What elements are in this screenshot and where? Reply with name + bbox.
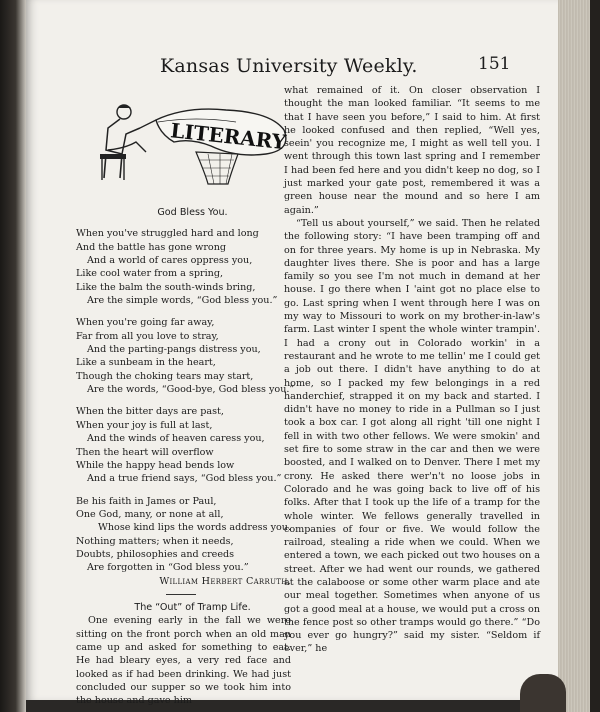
poem-title: God Bless You. [157, 207, 228, 218]
left-column [76, 206, 295, 708]
thumb [520, 674, 566, 712]
page-header: Kansas University Weekly. [160, 55, 418, 77]
poem-line: Be his faith in James or Paul, [76, 495, 217, 507]
poem-line: Then the heart will overflow [76, 446, 214, 458]
poem-line: When the bitter days are past, [76, 406, 224, 418]
poem-line: One God, many, or none at all, [76, 508, 224, 520]
page-edges [558, 0, 600, 712]
literary-banner-text: LITERARY [169, 118, 288, 155]
poem-stanza [76, 316, 295, 396]
poem-line: When your joy is full at last, [76, 419, 213, 431]
poem-line: When you're going far away, [76, 317, 215, 329]
poem-line: And the winds of heaven caress you, [87, 433, 265, 445]
article-title: The “Out” of Tramp Life. [134, 601, 251, 613]
page [26, 0, 558, 707]
poem-line: And the parting-pangs distress you, [87, 344, 261, 356]
poem-line: Nothing matters; when it needs, [76, 535, 234, 547]
right-column [284, 84, 540, 656]
poem-stanza [76, 405, 291, 485]
poem-line: Are the words, “Good-bye, God bless you.” [87, 384, 295, 396]
poem-line: Like the balm the south-winds bring, [76, 281, 256, 293]
poem-author: William Herbert Carruth. [159, 575, 291, 587]
poem-stanza [76, 495, 291, 575]
poem-line: Though the choking tears may start, [76, 370, 254, 382]
poem-line: And the battle has gone wrong [76, 241, 227, 253]
poem-line: Far from all you love to stray, [76, 330, 219, 342]
poem-line: Are the simple words, “God bless you.” [87, 295, 278, 307]
poem-line: When you've struggled hard and long [76, 228, 259, 240]
poem-stanza [76, 227, 291, 307]
poem-line: Doubts, philosophies and creeds [76, 548, 235, 560]
poem-line: Whose kind lips the words address you. [98, 522, 292, 534]
literary-cartoon-icon [96, 98, 296, 192]
poem-line: Like cool water from a spring, [76, 268, 224, 280]
article-paragraph: One evening early in the fall we were sitting on the front porch when an old man came up and asked for something to eat. He had bleary eyes, a very red face and looked as if had been drinking. We had just concluded our supper so we took him into the house and gave him [76, 615, 291, 707]
poem-line: And a true friend says, “God bless you.” [87, 473, 282, 485]
poem-line: Are forgotten in “God bless you.” [87, 562, 249, 574]
poem-line: And a world of cares oppress you, [87, 255, 253, 267]
article-paragraph: what remained of it. On closer observation I thought the man looked familiar. “It seems to me that I have seen you before,” I said to him. At first he looked confused and then replied, “Well yes, seein' you recognize me, I might as well tell you. I went through this town last spring and I remember I had been fed here and you didn't keep no dog, so I just marked your gate post, remembered it was a green house near the mound and so here I am again.” [284, 85, 540, 216]
article-paragraph: “Tell us about yourself,” we said. Then he related the following story: “I have been tramping off and on for three years. My home is up in Nebraska. My daughter lives there. She is poor and has a large family so you see I'm not much in demand at her house. I go there when I 'aint got no place else to go. Last spring when I went through here I was on my way to Missouri to work on my brother-in-law's farm. Last winter I spent the whole winter trampin'. I had a crony out in Colorado workin' in a restaurant and he wrote to me tellin' me I could get a job out there. I didn't have anything to do at home, so I packed my few belongings in a red handerchief, strapped it on my back and started. I didn't have no money to ride in a Pullman so I just took a box car. I got along all right 'till one night I fell in with two other fellows. We were smokin' and set fire to some straw in the car and then we were boosted, and I walked on to Denver. There I met my crony. He asked there wer'n't no loose jobs in Colorado and he was going back to live off of his folks. After that I took up the life of a tramp for the whole winter. We fellows generally travelled in companies of four or five. We would follow the railroad, stealing a ride when we could. When we entered a town, we each picked out two houses on a street. After we had went our rounds, we gathered at the calaboose or some other warm place and ate our meal together. Sometimes when anyone of us got a good meal at a house, we would put a cross on the fence post so other tramps would go there.” “Do you ever go hungry?” said my sister. “Seldom if ever,” he [284, 217, 540, 655]
book-spine [0, 0, 26, 712]
divider [166, 594, 196, 595]
page-number: 151 [478, 54, 511, 74]
poem-line: Like a sunbeam in the heart, [76, 357, 216, 369]
poem-line: While the happy head bends low [76, 459, 235, 471]
